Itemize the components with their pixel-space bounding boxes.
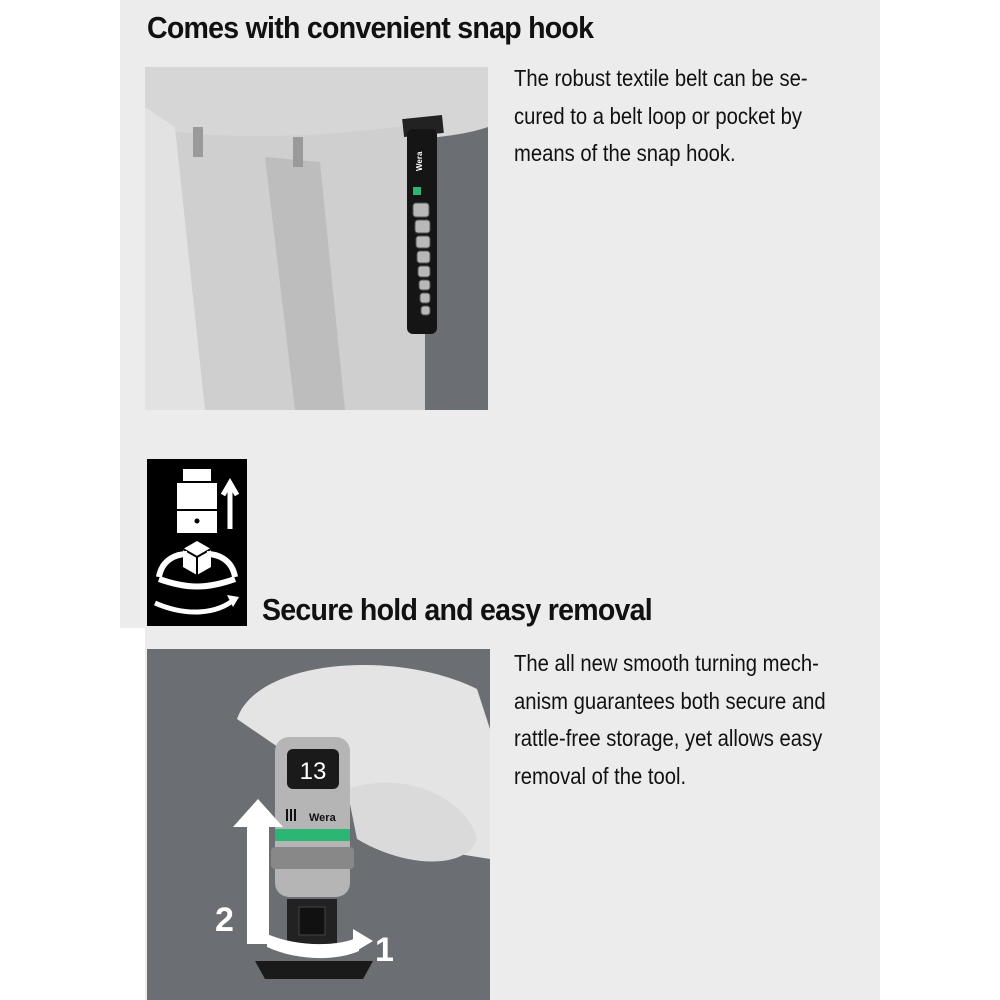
socket-brand-label: Wera bbox=[309, 812, 336, 824]
step-turn-label: 1 bbox=[375, 931, 394, 969]
secure-hold-description: The all new smooth turning mech- anism guarantees both secure and rattle-free storage, yet allows easy removal of the tool. bbox=[514, 650, 826, 789]
socket-removal-photo bbox=[147, 649, 490, 1000]
belt-clip-photo bbox=[145, 67, 488, 410]
section-title-secure-hold: Secure hold and easy removal bbox=[262, 592, 652, 627]
belt-brand-label: Wera bbox=[415, 151, 424, 171]
socket-size-label: 13 bbox=[299, 758, 327, 785]
socket-removal-icon bbox=[147, 459, 247, 626]
section-title-snap-hook: Comes with convenient snap hook bbox=[147, 10, 594, 45]
snap-hook-description: The robust textile belt can be se- cured to a belt loop or pocket by means of the snap hook. bbox=[514, 65, 808, 166]
step-up-label: 2 bbox=[215, 901, 234, 939]
